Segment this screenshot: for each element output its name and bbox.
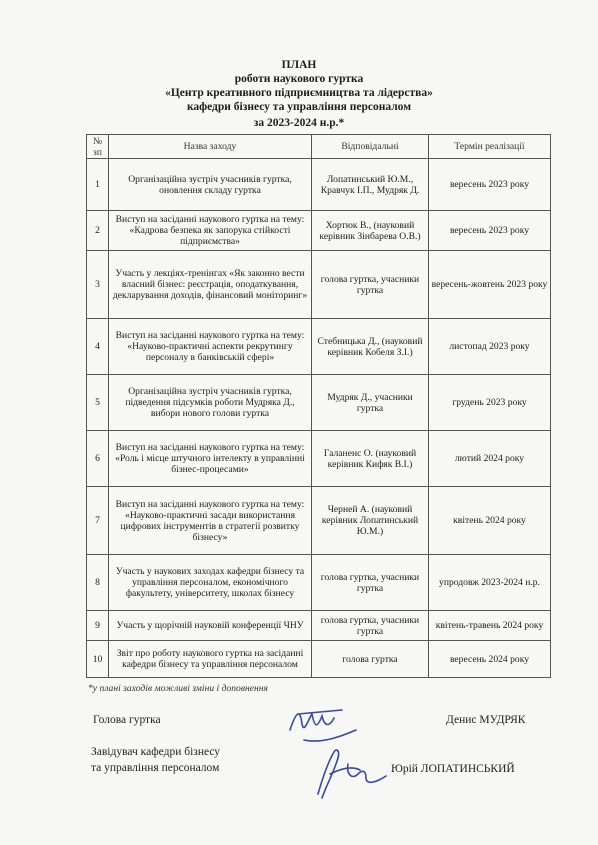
event-name-cell: Виступ на засіданні наукового гуртка на тему: «Науково-практичні засади використання цифрових інструментів в стратегії розвитку бізнесу»: [109, 487, 312, 555]
event-name-cell: Участь у наукових заходах кафедри бізнесу та управління персоналом, економічного факультету, університету, школах бізнесу: [109, 555, 312, 611]
event-name-cell: Організаційна зустріч учасників гуртка, оновлення складу гуртка: [109, 159, 312, 211]
row-number-cell: 1: [87, 159, 109, 211]
term-cell: квітень 2024 року: [429, 487, 551, 555]
table-header-row: [87, 135, 551, 159]
responsible-cell: голова гуртка, учасники гуртка: [312, 611, 429, 641]
event-name-cell: Участь у щорічній науковій конференції ЧНУ: [109, 611, 312, 641]
chair-title-line2: та управління персоналом: [91, 762, 220, 774]
row-number-cell: 9: [87, 611, 109, 641]
table-row: [87, 611, 551, 641]
term-cell: вересень 2023 року: [429, 159, 551, 211]
table-row: [87, 431, 551, 487]
table-row: [87, 555, 551, 611]
column-header-responsible: Відповідальні: [312, 135, 429, 159]
row-number-cell: 3: [87, 251, 109, 319]
table-row: [87, 211, 551, 251]
event-name-cell: Участь у лекціях-тренінгах «Як законно вести власний бізнес: реєстрація, оподаткування, декларування доходів, фінансовий моніторинг»: [109, 251, 312, 319]
term-cell: листопад 2023 року: [429, 319, 551, 375]
chair-signature: [300, 740, 392, 802]
department-name: кафедри бізнесу та управління персоналом: [186, 101, 412, 113]
event-name-cell: Виступ на засіданні наукового гуртка на тему: «Роль і місце штучного інтелекту в управлінні бізнес-процесами»: [109, 431, 312, 487]
table-row: [87, 319, 551, 375]
row-number-cell: 8: [87, 555, 109, 611]
responsible-cell: Стебницька Д., (науковий керівник Кобеля З.І.): [312, 319, 429, 375]
term-cell: грудень 2023 року: [429, 375, 551, 431]
row-number-cell: 2: [87, 211, 109, 251]
responsible-cell: голова гуртка, учасники гуртка: [312, 251, 429, 319]
column-header-number: № зп: [87, 135, 109, 159]
responsible-cell: Галаненс О. (науковий керівник Кифяк В.І.): [312, 431, 429, 487]
term-cell: квітень-травень 2024 року: [429, 611, 551, 641]
term-cell: вересень-жовтень 2023 року: [429, 251, 551, 319]
table-row: [87, 641, 551, 678]
row-number-cell: 5: [87, 375, 109, 431]
row-number-cell: 10: [87, 641, 109, 678]
plan-subtitle: роботи наукового гуртка: [234, 73, 364, 85]
responsible-cell: Лопатинський Ю.М., Кравчук І.П., Мудряк Д.: [312, 159, 429, 211]
event-name-cell: Виступ на засіданні наукового гуртка на тему: «Науково-практичні аспекти рекрутингу персоналу в банківській сфері»: [109, 319, 312, 375]
row-number-cell: 7: [87, 487, 109, 555]
responsible-cell: Мудряк Д., учасники гуртка: [312, 375, 429, 431]
responsible-cell: голова гуртка: [312, 641, 429, 678]
plan-table-body: [87, 159, 551, 678]
academic-year: за 2023-2024 н.р.*: [253, 117, 345, 129]
table-row: [87, 487, 551, 555]
table-row: [87, 159, 551, 211]
head-title: Голова гуртка: [93, 714, 161, 726]
table-row: [87, 251, 551, 319]
head-name: Денис МУДРЯК: [446, 714, 526, 726]
event-name-cell: Звіт про роботу наукового гуртка на засіданні кафедри бізнесу та управління персоналом: [109, 641, 312, 678]
column-header-event: Назва заходу: [109, 135, 312, 159]
table-row: [87, 375, 551, 431]
column-header-term: Термін реалізації: [429, 135, 551, 159]
term-cell: лютий 2024 року: [429, 431, 551, 487]
plan-table: [86, 134, 551, 678]
row-number-cell: 6: [87, 431, 109, 487]
event-name-cell: Організаційна зустріч учасників гуртка, підведення підсумків роботи Мудряка Д., вибори нового голови гуртка: [109, 375, 312, 431]
plan-title: ПЛАН: [281, 59, 317, 71]
responsible-cell: Хортюк В., (науковий керівник Зінбарева О.В.): [312, 211, 429, 251]
responsible-cell: Черней А. (науковий керівник Лопатинський Ю.М.): [312, 487, 429, 555]
responsible-cell: голова гуртка, учасники гуртка: [312, 555, 429, 611]
chair-title-line1: Завідувач кафедри бізнесу: [91, 746, 221, 758]
footnote: *у плані заходів можливі зміни і доповнення: [88, 683, 269, 694]
term-cell: вересень 2024 року: [429, 641, 551, 678]
club-name: «Центр креативного підприємництва та лідерства»: [165, 87, 433, 99]
term-cell: вересень 2023 року: [429, 211, 551, 251]
chair-name: Юрій ЛОПАТИНСЬКИЙ: [391, 763, 515, 775]
row-number-cell: 4: [87, 319, 109, 375]
term-cell: упродовж 2023-2024 н.р.: [429, 555, 551, 611]
event-name-cell: Виступ на засіданні наукового гуртка на тему: «Кадрова безпека як запорука стійкості підприємства»: [109, 211, 312, 251]
